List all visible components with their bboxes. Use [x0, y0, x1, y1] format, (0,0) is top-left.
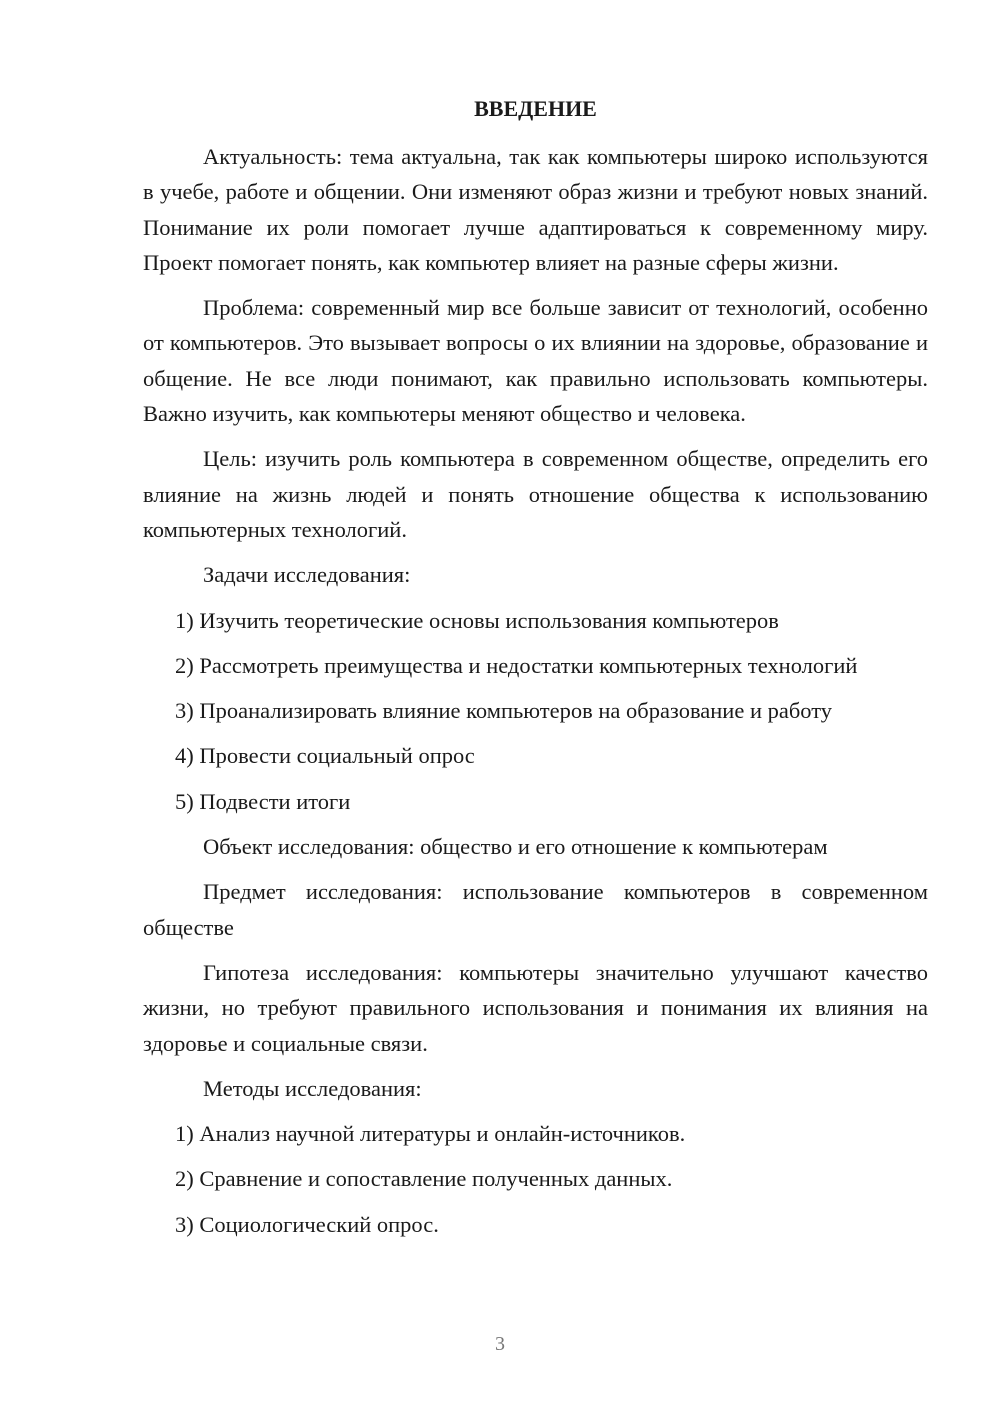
methods-heading: Методы исследования:: [203, 1075, 422, 1101]
list-item: 4) Провести социальный опрос: [175, 743, 475, 769]
hypothesis-paragraph: Гипотеза исследования: компьютеры значительно улучшают качество жизни, но требуют правильного использования и понимания их влияния на здоровье и социальные связи.: [143, 959, 928, 1056]
object-paragraph: Объект исследования: общество и его отношение к компьютерам: [203, 834, 828, 860]
page-number: 3: [495, 1333, 505, 1355]
list-item: 2) Сравнение и сопоставление полученных данных.: [175, 1166, 673, 1192]
list-item: 5) Подвести итоги: [175, 788, 351, 814]
page-title: ВВЕДЕНИЕ: [474, 96, 597, 121]
goal-paragraph: Цель: изучить роль компьютера в современном обществе, определить его влияние на жизнь людей и понять отношение общества к использованию компьютерных технологий.: [143, 446, 928, 542]
problem-paragraph: Проблема: современный мир все больше зависит от технологий, особенно от компьютеров. Это вызывает вопросы о их влиянии на здоровье, образование и общение. Не все люди понимают, как правильно использовать компьютеры. Важно изучить, как компьютеры меняют общество и человека.: [143, 295, 928, 427]
relevance-paragraph: Актуальность: тема актуальна, так как компьютеры широко используются в учебе, работе и общении. Они изменяют образ жизни и требуют новых знаний. Понимание их роли помогает лучше адаптироваться к современному миру. Проект помогает понять, как компьютер влияет на разные сферы жизни.: [143, 144, 928, 275]
tasks-list: [143, 603, 928, 819]
list-item: 3) Социологический опрос.: [175, 1211, 439, 1237]
list-item: 3) Проанализировать влияние компьютеров на образование и работу: [175, 698, 833, 724]
list-item: 2) Рассмотреть преимущества и недостатки компьютерных технологий: [175, 652, 858, 678]
subject-paragraph: Предмет исследования: использование компьютеров в современном обществе: [143, 879, 928, 940]
list-item: 1) Изучить теоретические основы использования компьютеров: [175, 607, 779, 633]
methods-list: [143, 1116, 928, 1242]
list-item: 1) Анализ научной литературы и онлайн-источников.: [175, 1121, 686, 1147]
tasks-heading: Задачи исследования:: [203, 562, 411, 588]
